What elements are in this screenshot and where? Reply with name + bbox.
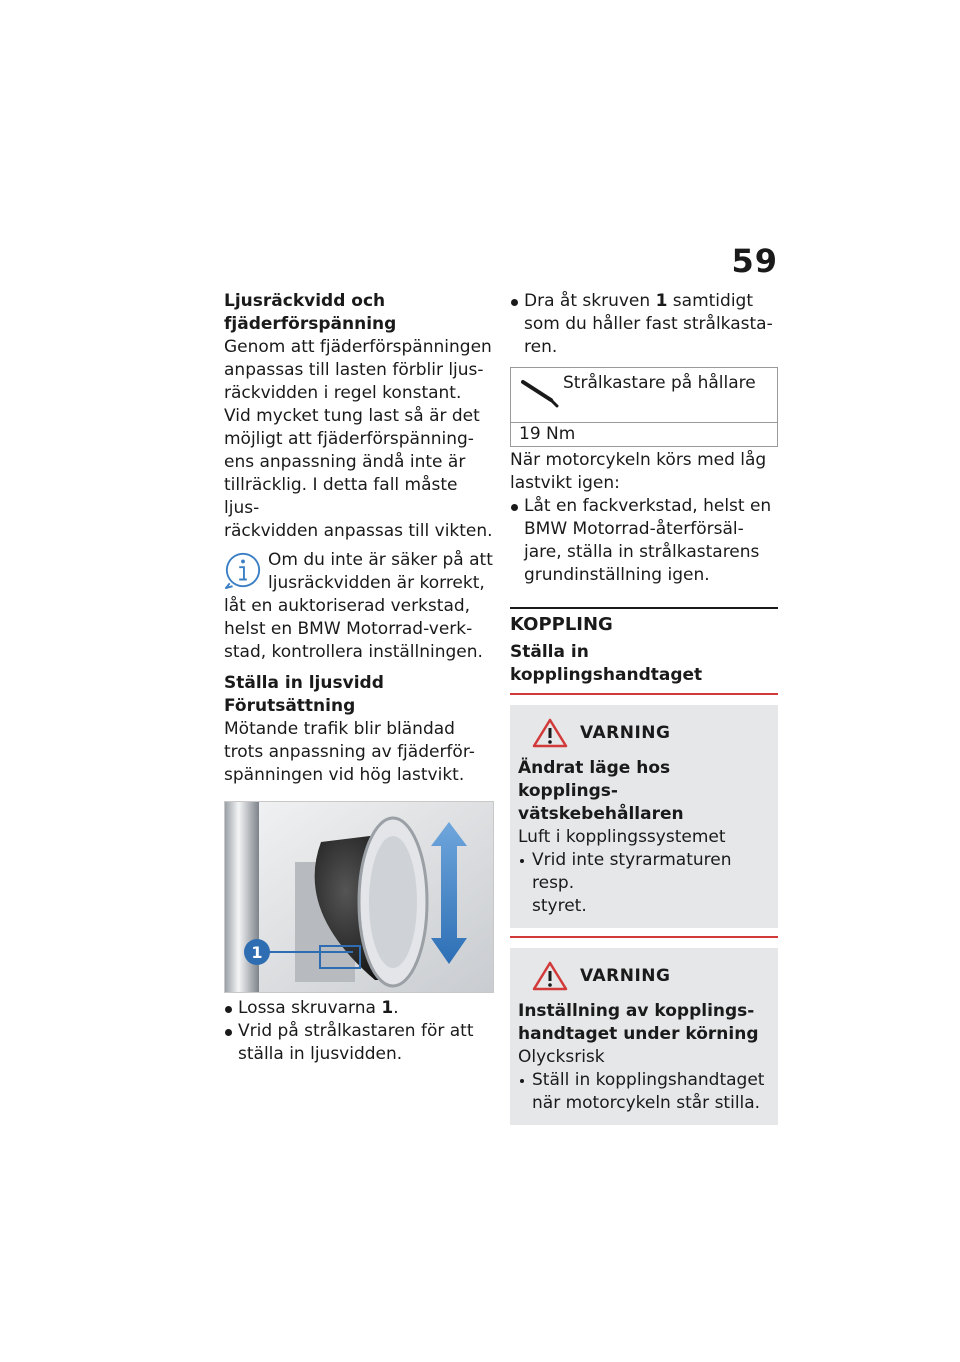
warning-rule bbox=[510, 936, 778, 938]
headlight-illustration bbox=[225, 802, 493, 992]
torque-table bbox=[510, 367, 778, 447]
left-column bbox=[224, 290, 494, 1066]
heading-forutsattning: Förutsättning bbox=[224, 696, 356, 716]
torque-value: 19 Nm bbox=[519, 424, 576, 444]
torque-header bbox=[511, 368, 778, 423]
warning-title: VARNING bbox=[580, 723, 671, 743]
bullet-loosen-screws: Lossa skruvarna 1. bbox=[224, 997, 494, 1020]
section-title-koppling: KOPPLING bbox=[510, 614, 613, 635]
warning-text: Luft i kopplingssystemet bbox=[518, 827, 726, 847]
headlight-figure bbox=[224, 801, 494, 993]
warning-bullets bbox=[518, 849, 770, 918]
warning-rule bbox=[510, 693, 778, 695]
warning-heading: Ändrat läge hos kopplings- vätskebehållaren bbox=[518, 758, 684, 824]
info-note: Om du inte är säker på att ljusräckvidden är korrekt, låt en auktoriserad verkstad, helst en BMW Motorrad-verk- stad, kontrollera inställningen. bbox=[224, 550, 493, 662]
right-bullet-list-2 bbox=[510, 495, 778, 587]
page-number: 59 bbox=[731, 242, 778, 280]
right-bullet-list-1 bbox=[510, 290, 778, 359]
torque-label: Strålkastare på hållare bbox=[563, 373, 756, 393]
warning-triangle-icon bbox=[532, 960, 568, 992]
warning-title: VARNING bbox=[580, 966, 671, 986]
right-column bbox=[510, 290, 778, 1125]
warning-box-2 bbox=[510, 948, 778, 1125]
paragraph-intro: Genom att fjäderförspänningen anpassas till lasten förblir ljus- räckvidden i regel konstant. bbox=[224, 337, 492, 403]
wrench-icon bbox=[521, 378, 561, 408]
warning-bullet: Vrid inte styrarmaturen resp. styret. bbox=[518, 849, 770, 918]
warning-text: Olycksrisk bbox=[518, 1047, 605, 1067]
subsection-title: Ställa in kopplingshandtaget bbox=[510, 642, 703, 685]
warning-box-1 bbox=[510, 705, 778, 928]
warning-heading: Inställning av kopplings- handtaget under körning bbox=[518, 1001, 759, 1044]
heading-stalla-in-ljusvidd: Ställa in ljusvidd bbox=[224, 673, 384, 693]
paragraph-heavy-load: Vid mycket tung last så är det möjligt att fjäderförspänning- ens anpassning ändå inte är tillräcklig. I detta fall måste ljus- räckvidden anpassas till vikten. bbox=[224, 406, 493, 541]
bullet-tighten-screw: Dra åt skruven 1 samtidigt som du håller fast strålkasta- ren. bbox=[510, 290, 778, 359]
paragraph-low-load: När motorcykeln körs med låg lastvikt igen: bbox=[510, 450, 767, 493]
section-divider bbox=[510, 607, 778, 687]
info-icon bbox=[224, 551, 262, 589]
left-bullet-list bbox=[224, 997, 494, 1066]
warning-bullets bbox=[518, 1069, 770, 1115]
paragraph-prerequisite: Mötande trafik blir bländad trots anpassning av fjäderför- spänningen vid hög lastvikt. bbox=[224, 719, 475, 785]
warning-bullet: Ställ in kopplingshandtaget när motorcykeln står stilla. bbox=[518, 1069, 770, 1115]
heading-ljusrackvidd: Ljusräckvidd och fjäderförspänning bbox=[224, 291, 397, 334]
bullet-turn-headlight: Vrid på strålkastaren för att ställa in ljusvidden. bbox=[224, 1020, 494, 1066]
bullet-workshop-reset: Låt en fackverkstad, helst en BMW Motorrad-återförsäl- jare, ställa in strålkastarens grundinställning igen. bbox=[510, 495, 778, 587]
warning-triangle-icon bbox=[532, 717, 568, 749]
figure-callout-1: 1 bbox=[251, 943, 263, 962]
